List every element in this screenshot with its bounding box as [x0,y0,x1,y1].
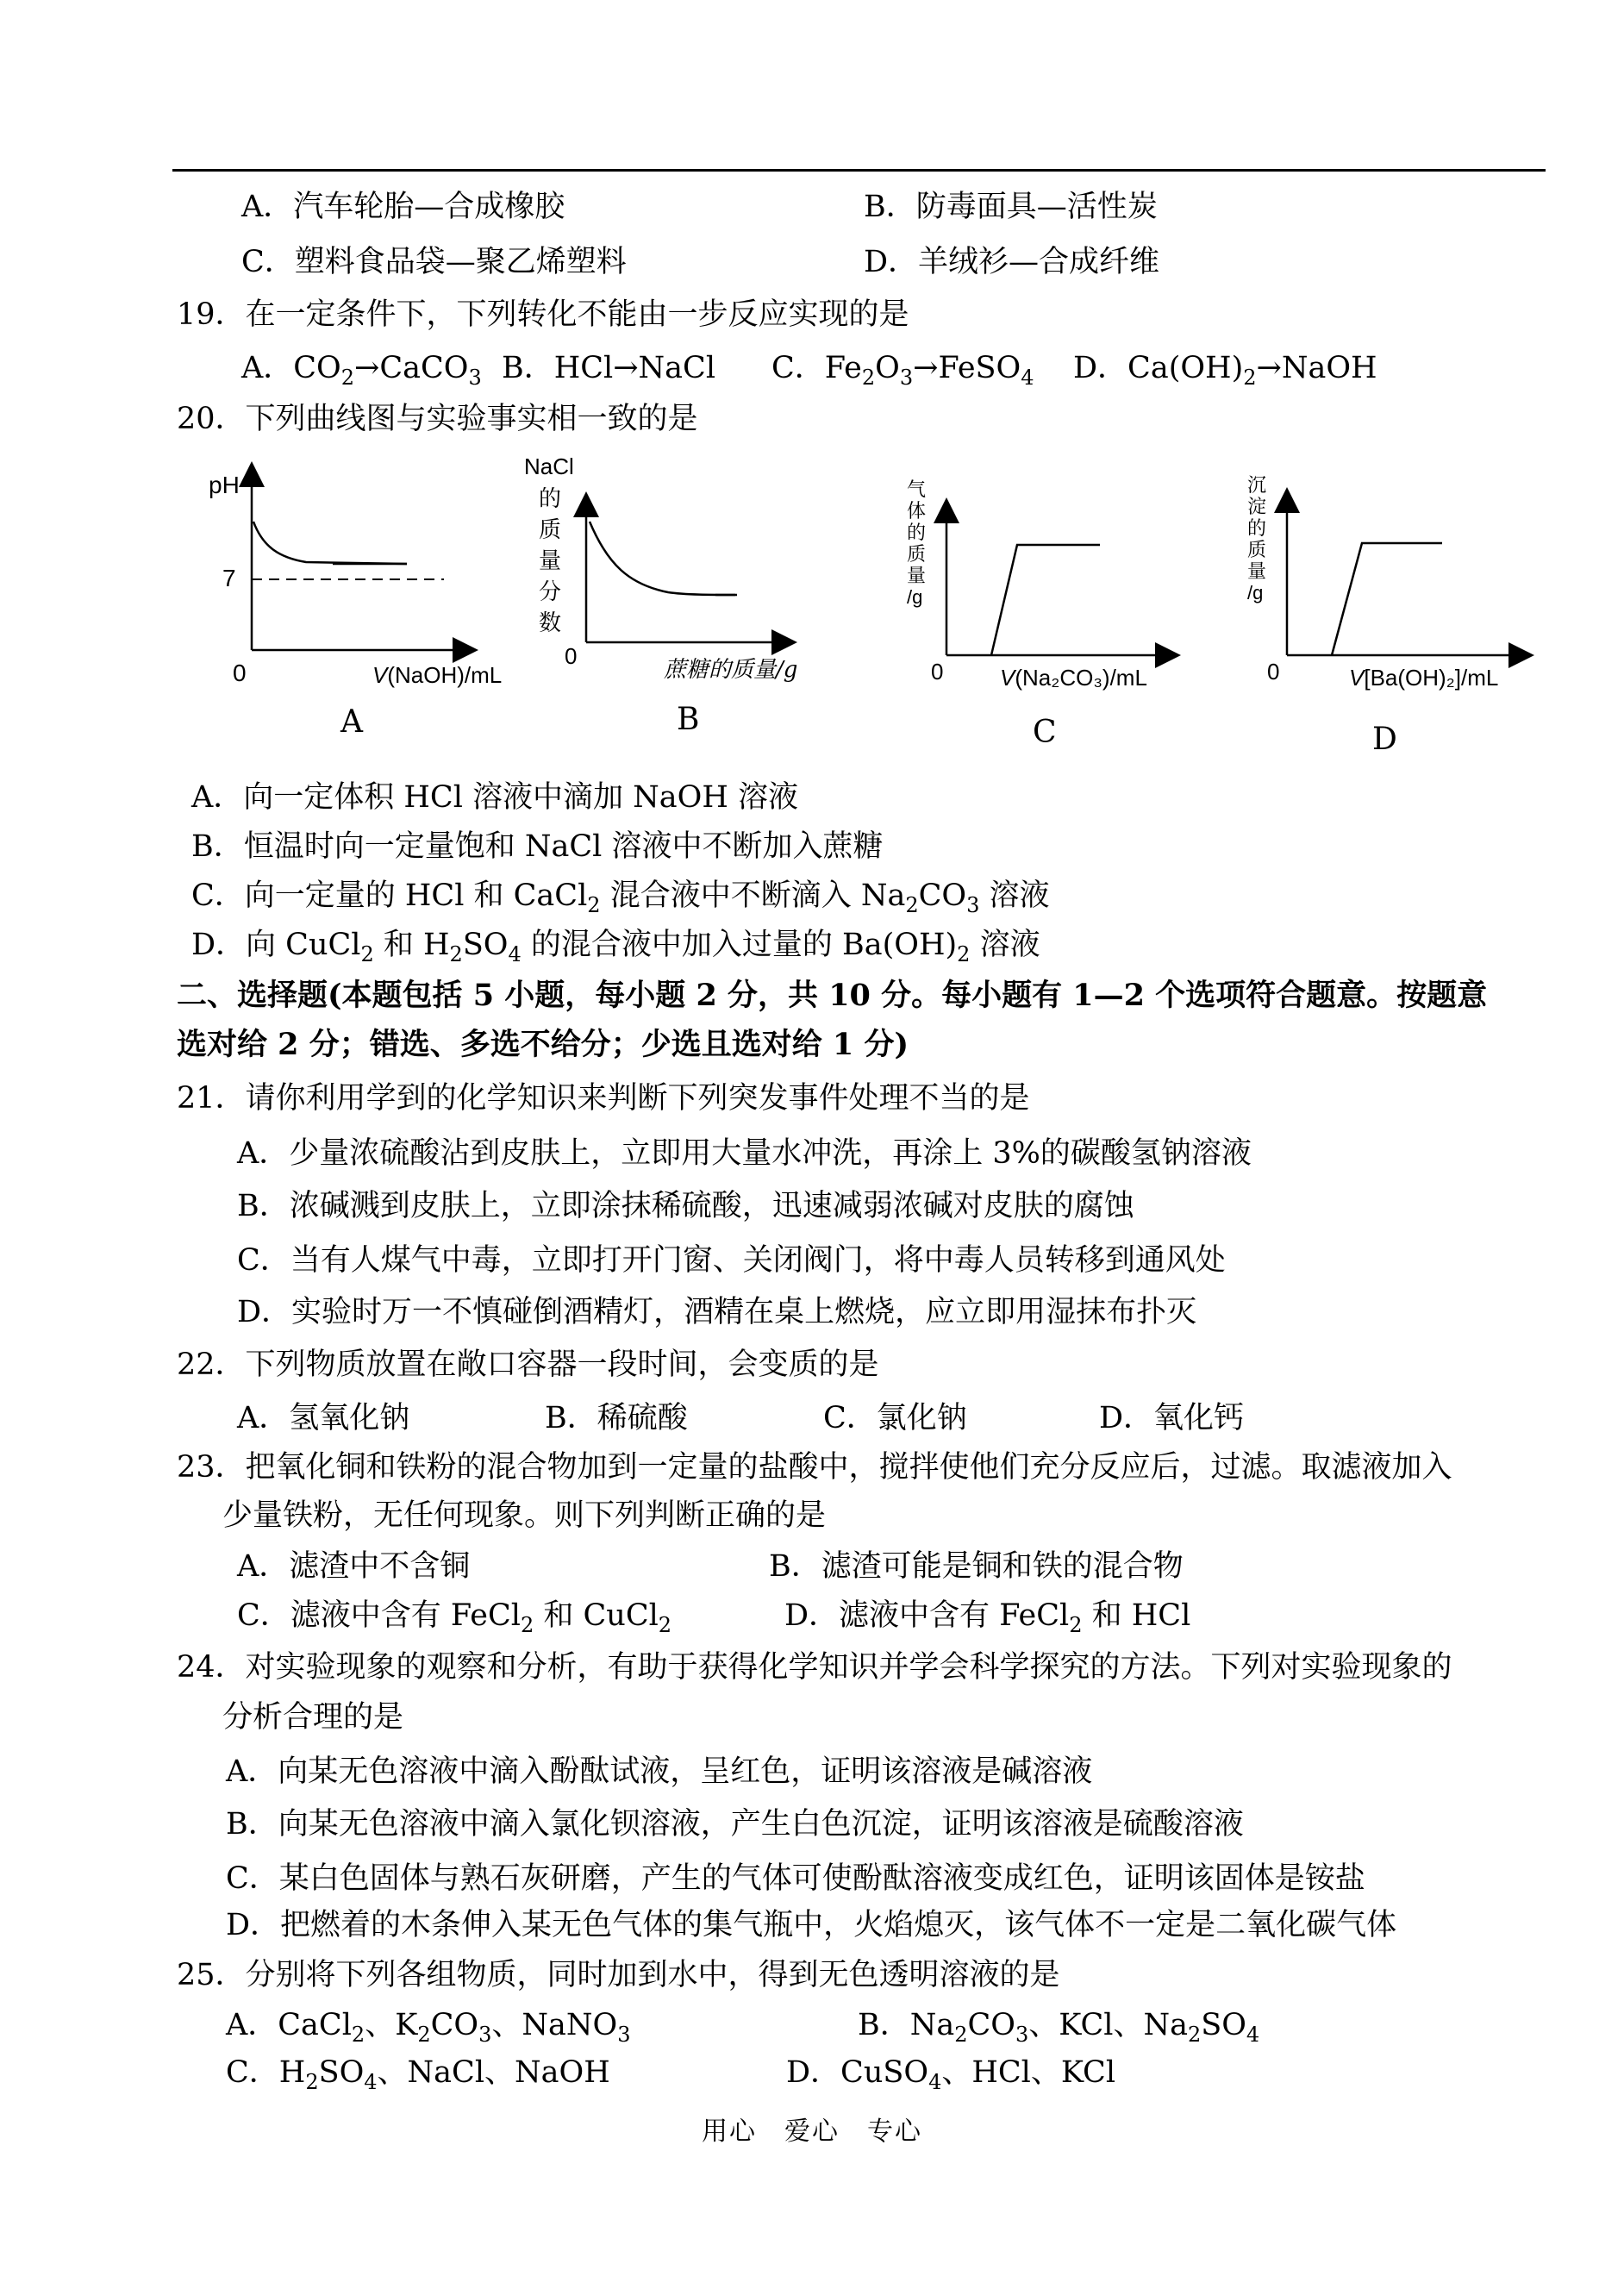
q23-stem-line2: 少量铁粉，无任何现象。则下列判断正确的是 [222,1498,827,1533]
q24-stem-line2: 分析合理的是 [222,1700,404,1735]
q25-option-b: B．$Na_2CO_3$、KCl、$Na_2SO_4$ [858,2008,1260,2047]
graph-c-y-char: 气 [907,479,927,501]
graph-c-label: C [1033,715,1057,750]
q20-option-c: C．向一定量的 HCl 和 CaCl$_2$ 混合液中不断滴入 $Na_2CO_3$ 溶液 [191,879,1050,917]
q20-stem: 20．下列曲线图与实验事实相一致的是 [177,402,698,436]
q21-option-b: B．浓碱溅到皮肤上，立即涂抹稀硫酸，迅速减弱浓碱对皮肤的腐蚀 [237,1189,1134,1223]
header-rule [172,169,1546,172]
graph-d-y-char: 淀 [1247,497,1267,518]
q20-option-a: A．向一定体积 HCl 溶液中滴加 NaOH 溶液 [191,780,798,815]
q24-stem-line1: 24．对实验现象的观察和分析，有助于获得化学知识并学会科学探究的方法。下列对实验现象的 [177,1650,1452,1685]
q18-option-a: A．汽车轮胎—合成橡胶 [241,190,565,224]
page-footer: 用心 爱心 专心 [702,2117,922,2147]
q24-option-d: D．把燃着的木条伸入某无色气体的集气瓶中，火焰熄灭，该气体不一定是二氧化碳气体 [226,1908,1397,1942]
q23-option-c: C．滤液中含有 FeCl$_2$ 和 CuCl$_2$ [237,1598,672,1637]
q18-option-d: D．羊绒衫—合成纤维 [864,245,1160,279]
graph-a-label: A [340,704,363,740]
graph-d-y-char: 质 [1247,540,1267,561]
q23-option-b: B．滤渣可能是铜和铁的混合物 [769,1549,1184,1584]
graph-b-y-char: 分 [539,579,562,605]
graph-c-curve [991,545,1100,655]
q25-option-d: D．CuSO$_4$、HCl、KCl [786,2055,1116,2094]
graph-d [1228,448,1534,707]
q19-option-a: A．$CO_2\to CaCO_3$ [241,351,482,390]
graph-b-x-label: 蔗糖的质量/g [664,657,798,683]
graph-d-label: D [1372,722,1397,757]
section-2-header-line1: 二、选择题(本题包括 5 小题，每小题 2 分，共 10 分。每小题有 1—2 个选项符合题意。按题意 [177,978,1488,1013]
graph-d-y-char: 沉 [1247,475,1267,497]
graph-b-curve [590,522,737,595]
q19-stem: 19．在一定条件下，下列转化不能由一步反应实现的是 [177,297,909,332]
graph-d-x-label: V[Ba(OH)₂]/mL [1349,665,1499,691]
graph-c-y-char: 的 [907,522,927,544]
graph-b-plot [509,448,802,707]
q21-option-a: A．少量浓硫酸沾到皮肤上，立即用大量水冲洗，再涂上 3%的碳酸氢钠溶液 [237,1136,1252,1171]
graph-d-y-char: /g [1247,582,1264,603]
graph-a-origin: 0 [233,660,247,686]
graph-d-y-char: 量 [1247,561,1267,583]
graph-a-x-label: V(NaOH)/mL [372,662,503,688]
q19-option-d: D．$Ca(OH)_2\to NaOH$ [1073,351,1377,390]
graph-c-y-char: 质 [907,544,927,566]
graph-d-plot [1228,448,1534,707]
q22-option-d: D．氧化钙 [1099,1401,1245,1435]
graph-a-tick-7: 7 [222,565,236,591]
graph-a-plot [198,448,503,707]
q24-option-b: B．向某无色溶液中滴入氯化钡溶液，产生白色沉淀，证明该溶液是硫酸溶液 [226,1807,1244,1842]
q18-option-c: C．塑料食品袋—聚乙烯塑料 [241,245,627,279]
graph-c-y-char: 体 [907,501,927,522]
graph-c-plot [888,448,1181,707]
graph-b-origin: 0 [565,643,578,669]
graph-d-curve [1332,543,1442,655]
q20-option-d: D．向 CuCl$_2$ 和 $H_2SO_4$ 的混合液中加入过量的 $Ba(OH)_2$ 溶液 [191,928,1040,966]
graph-a [198,448,503,707]
q20-option-b: B．恒温时向一定量饱和 NaCl 溶液中不断加入蔗糖 [191,829,884,864]
q21-option-c: C．当有人煤气中毒，立即打开门窗、关闭阀门，将中毒人员转移到通风处 [237,1243,1226,1278]
q24-option-a: A．向某无色溶液中滴入酚酞试液，呈红色，证明该溶液是碱溶液 [226,1754,1093,1789]
q22-option-b: B．稀硫酸 [545,1401,688,1435]
section-2-header-line2: 选对给 2 分；错选、多选不给分；少选且选对给 1 分) [177,1027,909,1062]
graph-c-x-label: V(Na₂CO₃)/mL [1000,665,1147,691]
graph-d-origin: 0 [1267,659,1280,685]
q25-stem: 25．分别将下列各组物质，同时加到水中，得到无色透明溶液的是 [177,1958,1060,1992]
q25-option-c: C．$H_2SO_4$、NaCl、NaOH [226,2055,610,2094]
q22-option-a: A．氢氧化钠 [237,1401,410,1435]
graph-b-y-char: 量 [539,548,562,574]
graph-a-curve [253,522,407,564]
graph-b-y-char: 的 [539,486,562,512]
graph-b-y-char: 质 [539,517,562,543]
q19-option-c: C．$Fe_2O_3\to FeSO_4$ [771,351,1034,390]
q22-stem: 22．下列物质放置在敞口容器一段时间，会变质的是 [177,1348,879,1382]
graph-a-y-label: pH [209,472,240,498]
graph-c-y-char: 量 [907,566,927,587]
q23-option-a: A．滤渣中不含铜 [237,1549,471,1584]
graph-c [888,448,1181,707]
graph-b-y-char: 数 [539,610,562,636]
q22-option-c: C．氯化钠 [823,1401,967,1435]
q18-option-b: B．防毒面具—活性炭 [864,190,1158,224]
graph-b-y-label-top: NaCl [524,453,574,479]
q19-option-b: B．HCl→NaCl [502,351,716,385]
graph-b [509,448,802,707]
graph-c-y-char: /g [907,586,923,608]
q21-stem: 21．请你利用学到的化学知识来判断下列突发事件处理不当的是 [177,1081,1030,1116]
q23-option-d: D．滤液中含有 FeCl$_2$ 和 HCl [784,1598,1191,1637]
q25-option-a: A．CaCl$_2$、$K_2CO_3$、NaNO$_3$ [226,2008,631,2047]
graph-c-origin: 0 [931,659,944,685]
q24-option-c: C．某白色固体与熟石灰研磨，产生的气体可使酚酞溶液变成红色，证明该固体是铵盐 [226,1861,1365,1896]
graph-d-y-char: 的 [1247,518,1267,540]
q23-stem-line1: 23．把氧化铜和铁粉的混合物加到一定量的盐酸中，搅拌使他们充分反应后，过滤。取滤液加入 [177,1450,1452,1485]
q21-option-d: D．实验时万一不慎碰倒酒精灯，酒精在桌上燃烧，应立即用湿抹布扑灭 [237,1295,1197,1329]
graph-b-label: B [677,702,700,737]
